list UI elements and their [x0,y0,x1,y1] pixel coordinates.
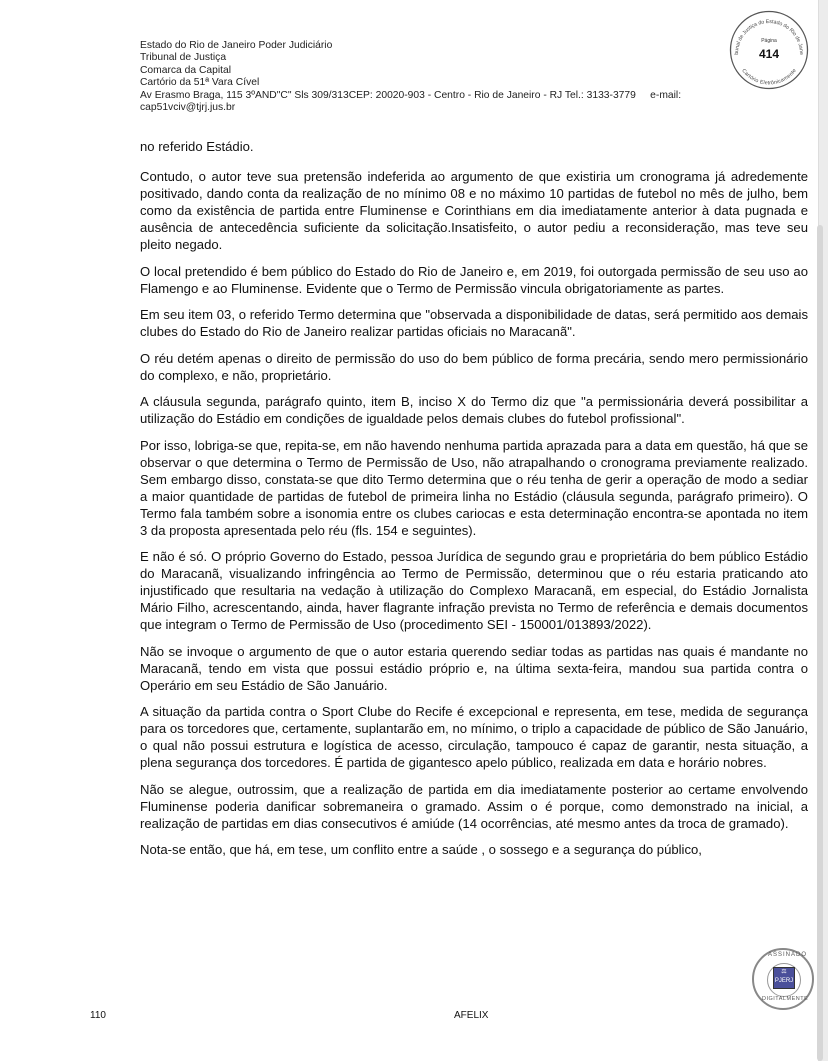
paragraph: A situação da partida contra o Sport Clube do Recife é excepcional e representa, em tese, medida de segurança para os torcedores que, certamente, suplantarão em, no mínimo, o triplo a capacidade de público de São Januário, o qual não possui estrutura e logística de acesso, circulação, tampouco é capaz de garantir, nesta situação, a plena segurança dos torcedores. É partida de gigantesco apelo público, realizada em data e horário nobres. [140,704,808,770]
paragraph: Nota-se então, que há, em tese, um conflito entre a saúde , o sossego e a segurança do público, [140,842,702,857]
paragraph: Contudo, o autor teve sua pretensão indeferida ao argumento de que existiria um cronograma já adredemente positivado, dando conta da realização de no mínimo 08 e no máximo 10 partidas de futebol no mês de julho, bem como da existência de partida entre Fluminense e Corinthians em dia imediatamente anterior à data pugnada e ausência de antecedência suficiente da solicitação.Insatisfeito, o autor pediu a reconsideração, mas teve seu pleito negado. [140,169,808,252]
paragraph: Em seu item 03, o referido Termo determina que "observada a disponibilidade de datas, será permitido aos demais clubes do Estado do Rio de Janeiro realizar partidas oficiais no Maracanã". [140,307,808,339]
digital-signature-seal [752,948,814,1010]
paragraph: Por isso, lobriga-se que, repita-se, em não havendo nenhuma partida aprazada para a data em questão, há que se observar o que determina o Termo de Permissão de Uso, não atrapalhando o cronograma previamente realizado. Sem embargo disso, constata-se que dito Termo determina que o réu tenha de gerir a operação de modo a sediar a maior quantidade de partidas de futebol de primeira linha no Estádio (cláusula segunda, parágrafo primeiro). O Termo fala também sobre a isonomia entre os clubes cariocas e esta determinação encontra-se apontada no item 3 da proposta apresentada pelo réu (fls. 154 e seguintes). [140,437,808,538]
header-email: cap51vciv@tjrj.jus.br [140,102,236,114]
header-line: Cartório da 51ª Vara Cível [140,77,260,89]
header-line: Estado do Rio de Janeiro Poder Judiciário [140,40,333,51]
footer-user: AFELIX [454,1010,489,1021]
paragraph: O réu detém apenas o direito de permissão do uso do bem público de forma precária, sendo mero permissionário do complexo, e não, proprietário. [140,350,808,383]
paragraph: O local pretendido é bem público do Estado do Rio de Janeiro e, em 2019, foi outorgada permissão de seu uso ao Flamengo e ao Fluminense. Evidente que o Termo de Permissão vincula obrigatoriamente as partes. [140,263,808,296]
header-line: Comarca da Capital [140,64,231,76]
paragraph: E não é só. O próprio Governo do Estado, pessoa Jurídica de segundo grau e proprietária do bem público Estádio do Maracanã, visualizando infringência ao Termo de Permissão, determinou que o réu estaria praticando ato injustificado que resultaria na vedação à utilização do Complexo Maracanã, em especial, do Estádio Jornalista Mário Filho, acrescentando, ainda, haver flagrante infração prevista no Termo de referência e demais documentos que integram o Termo de Permissão de Uso (procedimento SEI - 150001/013893/2022). [140,549,808,632]
paragraph: A cláusula segunda, parágrafo quinto, item B, inciso X do Termo diz que "a permissionária deverá possibilitar a utilização do Estádio em condições de igualdade pelos demais clubes do futebol profissional". [140,394,808,426]
paragraph: no referido Estádio. [140,139,254,154]
seal-top-text: ASSINADO [768,952,808,958]
stamp-top-text: bunal de Justiça do Estado do Rio de Jane [733,18,805,55]
header-line: Tribunal de Justiça [140,52,227,64]
court-header [140,40,681,114]
scrollbar-thumb[interactable] [817,225,823,1061]
stamp-page-number: 414 [758,47,780,61]
document-body [140,138,808,868]
page-number-stamp [729,10,809,90]
stamp-label: Página [761,38,777,44]
seal-emblem-text: PJERJ [774,978,794,984]
header-address: Av Erasmo Braga, 115 3ºAND"C" Sls 309/313CEP: 20020-903 - Centro - Rio de Janeiro - RJ Tel.: 3133-3779 e-mail: [140,89,682,101]
paragraph: Não se invoque o argumento de que o autor estaria querendo sediar todas as partidas nas quais é mandante no Maracanã, tendo em vista que possui estádio próprio e, na última sexta-feira, mandou sua partida contra o Operário em seu Estádio de São Januário. [140,643,808,693]
footer-page-number: 110 [90,1010,106,1021]
seal-bottom-text: DIGITALMENTE [762,996,809,1002]
stamp-bottom-text: Cartório Eletrônicamente [740,67,798,87]
paragraph: Não se alegue, outrossim, que a realização de partida em dia imediatamente posterior ao certame envolvendo Fluminense poderia danificar sobremaneira o gramado. Assim o é porque, como demonstrado na inicial, a realização de partidas em dias consecutivos é amiúde (14 ocorrências, até mesmo antes da troca de gramado). [140,781,808,831]
scales-of-justice-icon: ⚖ PJERJ [773,967,795,989]
